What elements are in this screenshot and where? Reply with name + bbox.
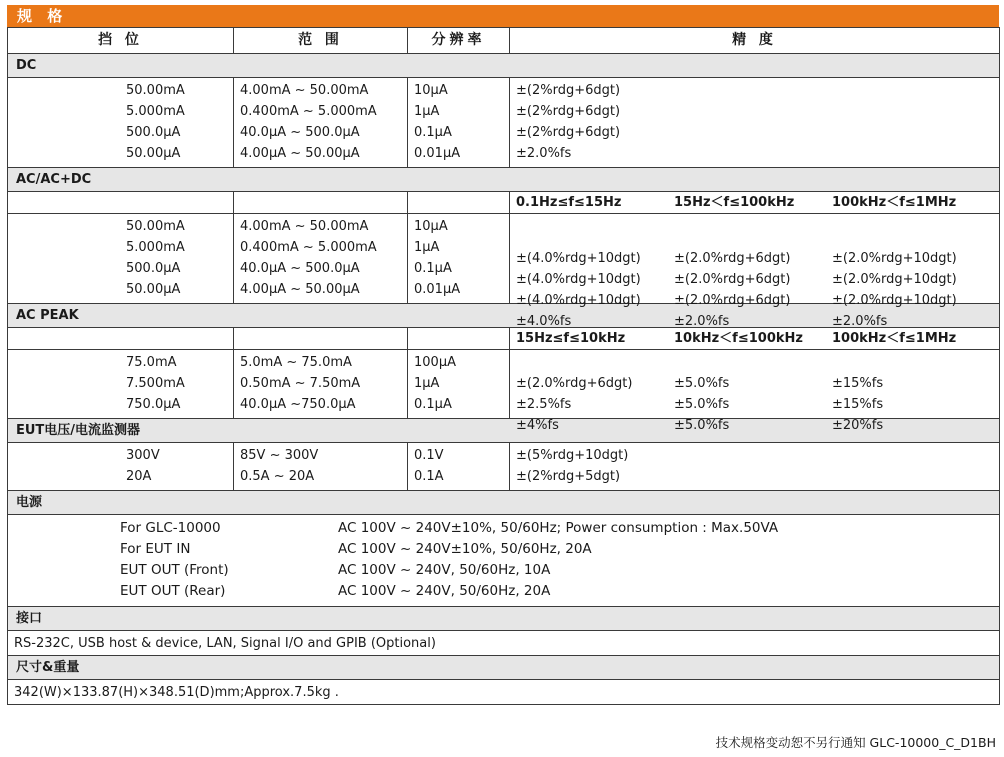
dc-resolution: 10μA — [414, 83, 448, 98]
power-item: EUT OUT (Front) — [120, 562, 229, 578]
eut-range: 20A — [126, 469, 152, 484]
dimensions-value: 342(W)×133.87(H)×348.51(D)mm;Approx.7.5kg . — [8, 680, 1000, 705]
acdc-accuracy-mid: ±2.0%fs — [674, 313, 730, 329]
spec-header-row — [8, 28, 1000, 54]
spec-sheet — [7, 5, 999, 705]
eut-accuracy: ±(2%rdg+5dgt) — [516, 469, 621, 484]
eut-resolution: 0.1A — [414, 469, 444, 484]
acdc-resolution: 1μA — [414, 240, 440, 255]
dc-accuracy: ±(2%rdg+6dgt) — [516, 104, 621, 119]
header-range: 挡 位 — [8, 28, 234, 54]
acdc-freq-header: 15Hz＜f≤100kHz — [674, 195, 795, 210]
acpeak-accuracy-high: ±15%fs — [832, 376, 884, 391]
section-interface: 接口 — [8, 607, 1000, 631]
dc-resolution: 0.1μA — [414, 125, 452, 140]
power-data-row — [8, 515, 1000, 607]
acdc-range: 50.00μA — [126, 282, 181, 297]
acdc-accuracy-mid: ±(2.0%rdg+6dgt) — [674, 292, 791, 308]
acpeak-accuracy-low: ±2.5%fs — [516, 397, 572, 412]
acpeak-span: 5.0mA ~ 75.0mA — [240, 355, 352, 370]
power-value: AC 100V ~ 240V, 50/60Hz, 20A — [338, 583, 551, 599]
spec-table — [7, 27, 1000, 705]
acpeak-data-row — [8, 350, 1000, 419]
acdc-freq-header-row — [8, 192, 1000, 214]
eut-resolution: 0.1V — [414, 448, 444, 463]
dc-range: 50.00μA — [126, 146, 181, 161]
dc-span: 40.0μA ~ 500.0μA — [240, 125, 360, 140]
acdc-accuracy-low: ±(4.0%rdg+10dgt) — [516, 292, 641, 308]
acdc-resolution: 0.1μA — [414, 261, 452, 276]
dc-accuracy: ±(2%rdg+6dgt) — [516, 125, 621, 140]
acpeak-accuracy-mid: ±5.0%fs — [674, 376, 730, 391]
dc-range: 5.000mA — [126, 104, 185, 119]
acpeak-accuracy-low: ±4%fs — [516, 418, 559, 433]
acpeak-range: 75.0mA — [126, 355, 177, 370]
header-resolution: 分辨率 — [408, 28, 510, 54]
acdc-accuracy-low: ±(4.0%rdg+10dgt) — [516, 250, 641, 266]
acdc-range: 500.0μA — [126, 261, 181, 276]
acpeak-resolution: 1μA — [414, 376, 440, 391]
section-eut-monitor: EUT电压/电流监测器 — [8, 419, 1000, 443]
interface-value: RS-232C, USB host & device, LAN, Signal I/O and GPIB (Optional) — [8, 631, 1000, 656]
header-span: 范 围 — [234, 28, 408, 54]
eut-accuracy: ±(5%rdg+10dgt) — [516, 448, 629, 463]
acdc-accuracy-mid: ±(2.0%rdg+6dgt) — [674, 250, 791, 266]
acpeak-accuracy-high: ±15%fs — [832, 397, 884, 412]
acpeak-accuracy-low: ±(2.0%rdg+6dgt) — [516, 376, 633, 391]
acpeak-freq-header: 10kHz＜f≤100kHz — [674, 331, 803, 346]
acpeak-range: 750.0μA — [126, 397, 181, 412]
power-item: For EUT IN — [120, 541, 191, 557]
acpeak-freq-header: 15Hz≤f≤10kHz — [516, 331, 626, 346]
acpeak-span: 40.0μA ~750.0μA — [240, 397, 356, 412]
acpeak-accuracy-mid: ±5.0%fs — [674, 397, 730, 412]
acdc-accuracy-high: ±(2.0%rdg+10dgt) — [832, 271, 957, 287]
power-value: AC 100V ~ 240V, 50/60Hz, 10A — [338, 562, 551, 578]
acdc-span: 4.00μA ~ 50.00μA — [240, 282, 360, 297]
dc-range: 50.00mA — [126, 83, 185, 98]
eut-span: 85V ~ 300V — [240, 448, 319, 463]
acdc-resolution: 0.01μA — [414, 282, 461, 297]
dc-accuracy: ±(2%rdg+6dgt) — [516, 83, 621, 98]
acdc-accuracy-high: ±(2.0%rdg+10dgt) — [832, 292, 957, 308]
eut-data-row — [8, 443, 1000, 491]
eut-span: 0.5A ~ 20A — [240, 469, 315, 484]
dc-span: 4.00μA ~ 50.00μA — [240, 146, 360, 161]
dc-data-row — [8, 78, 1000, 168]
acdc-freq-header: 100kHz＜f≤1MHz — [832, 195, 957, 210]
acdc-data-row — [8, 214, 1000, 304]
header-accuracy: 精 度 — [510, 28, 1000, 54]
acpeak-freq-header-row — [8, 328, 1000, 350]
acdc-freq-header: 0.1Hz≤f≤15Hz — [516, 195, 622, 210]
section-dimensions: 尺寸&重量 — [8, 656, 1000, 680]
power-item: EUT OUT (Rear) — [120, 583, 226, 599]
acpeak-accuracy-high: ±20%fs — [832, 418, 884, 433]
dc-range: 500.0μA — [126, 125, 181, 140]
acdc-resolution: 10μA — [414, 219, 448, 234]
acdc-accuracy-high: ±(2.0%rdg+10dgt) — [832, 250, 957, 266]
power-item: For GLC-10000 — [120, 520, 221, 536]
dc-accuracy: ±2.0%fs — [516, 146, 572, 161]
dc-resolution: 0.01μA — [414, 146, 461, 161]
section-acdc: AC/AC+DC — [8, 168, 1000, 192]
acdc-span: 4.00mA ~ 50.00mA — [240, 219, 369, 234]
acdc-range: 50.00mA — [126, 219, 185, 234]
acdc-accuracy-high: ±2.0%fs — [832, 313, 888, 329]
dc-span: 4.00mA ~ 50.00mA — [240, 83, 369, 98]
acpeak-freq-header: 100kHz＜f≤1MHz — [832, 331, 957, 346]
eut-range: 300V — [126, 448, 160, 463]
acpeak-range: 7.500mA — [126, 376, 185, 391]
power-value: AC 100V ~ 240V±10%, 50/60Hz, 20A — [338, 541, 592, 557]
section-dc: DC — [8, 54, 1000, 78]
acdc-accuracy-low: ±(4.0%rdg+10dgt) — [516, 271, 641, 287]
dc-resolution: 1μA — [414, 104, 440, 119]
acdc-accuracy-mid: ±(2.0%rdg+6dgt) — [674, 271, 791, 287]
power-value: AC 100V ~ 240V±10%, 50/60Hz; Power consumption : Max.50VA — [338, 520, 779, 536]
acpeak-resolution: 100μA — [414, 355, 456, 370]
acdc-span: 40.0μA ~ 500.0μA — [240, 261, 360, 276]
acpeak-span: 0.50mA ~ 7.50mA — [240, 376, 361, 391]
acdc-range: 5.000mA — [126, 240, 185, 255]
footer-note: 技术规格变动恕不另行通知 GLC-10000_C_D1BH — [715, 735, 996, 750]
acdc-accuracy-low: ±4.0%fs — [516, 313, 572, 329]
acdc-span: 0.400mA ~ 5.000mA — [240, 240, 377, 255]
dc-span: 0.400mA ~ 5.000mA — [240, 104, 377, 119]
acpeak-resolution: 0.1μA — [414, 397, 452, 412]
section-power: 电源 — [8, 491, 1000, 515]
spec-title-bar: 规 格 — [7, 5, 999, 27]
section-acpeak: AC PEAK — [8, 304, 1000, 328]
acpeak-accuracy-mid: ±5.0%fs — [674, 418, 730, 433]
